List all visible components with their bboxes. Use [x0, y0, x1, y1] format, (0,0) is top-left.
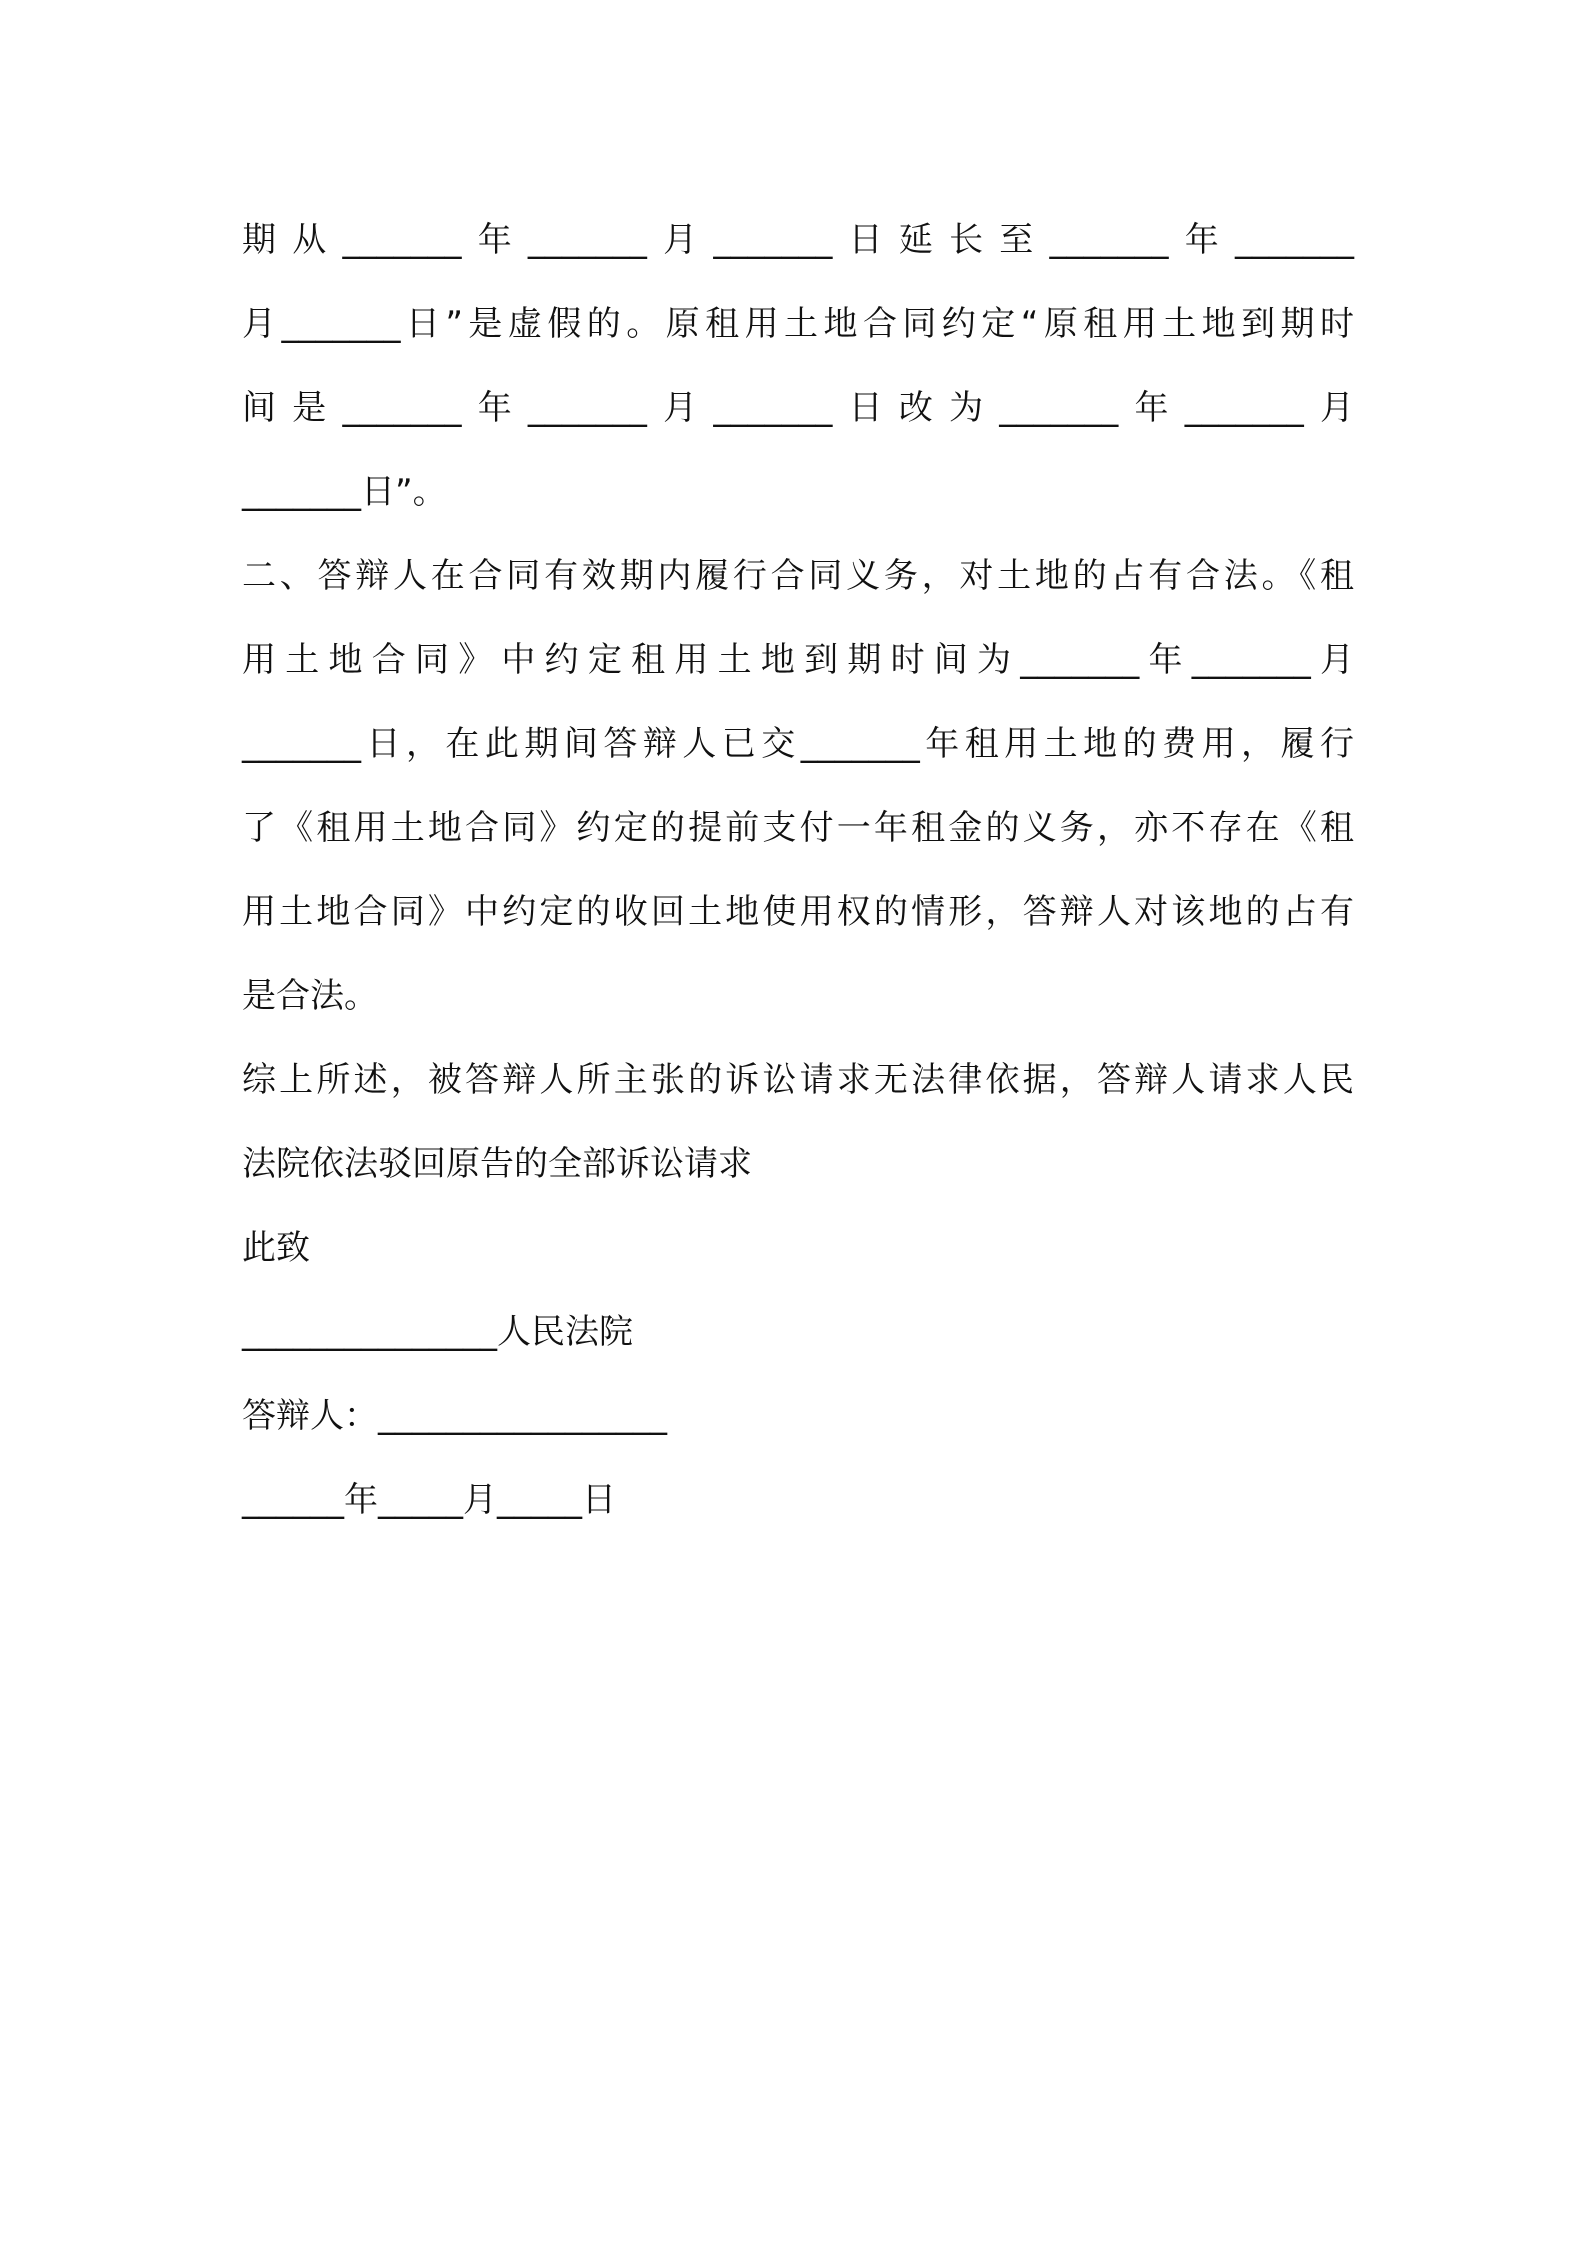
text-line: 月_______日”是虚假的。原租用土地合同约定“原租用土地到期时 — [242, 304, 1354, 344]
text-line: 了《租用土地合同》约定的提前支付一年租金的义务，亦不存在《租 — [242, 808, 1354, 848]
text-line: 期从_______年_______月_______日延长至_______年_______ — [242, 220, 1354, 260]
text-line: 二、答辩人在合同有效期内履行合同义务，对土地的占有合法。《租 — [242, 556, 1354, 596]
text-line: 用土地合同》中约定的收回土地使用权的情形，答辩人对该地的占有 — [242, 892, 1354, 932]
text-line: 法院依法驳回原告的全部诉讼请求 — [242, 1144, 752, 1184]
text-line: 用土地合同》中约定租用土地到期时间为_______年_______月 — [242, 640, 1354, 680]
document-body — [242, 198, 1354, 1542]
text-line: 间是_______年_______月_______日改为_______年_______月 — [242, 388, 1354, 428]
date-line: ______年_____月_____日 — [242, 1480, 616, 1520]
text-line: 是合法。 — [242, 976, 378, 1016]
text-line: _______日”。 — [242, 472, 447, 512]
court-line: _______________人民法院 — [242, 1312, 633, 1352]
text-line: 综上所述，被答辩人所主张的诉讼请求无法律依据，答辩人请求人民 — [242, 1060, 1354, 1100]
salutation: 此致 — [242, 1228, 310, 1268]
text-line: _______日，在此期间答辩人已交_______年租用土地的费用，履行 — [242, 724, 1354, 764]
respondent-signature-line: 答辩人：_________________ — [242, 1396, 667, 1436]
